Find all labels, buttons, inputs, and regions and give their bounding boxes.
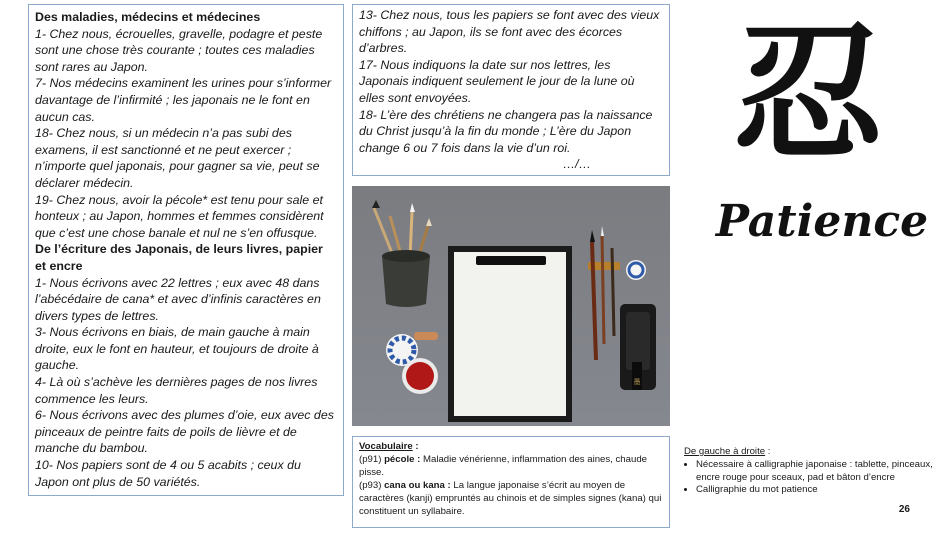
small-ink-jar-icon (626, 260, 646, 280)
patience-word-text: Patience (715, 196, 929, 247)
middle-text-box (352, 4, 670, 176)
writing-paragraph-13: 13- Chez nous, tous les papiers se font avec des vieux chiffons ; au Japon, ils se font avec des écorces d’arbres. (359, 8, 660, 56)
page-number: 26 (898, 504, 910, 515)
writing-paragraph-18: 18- L’ère des chrétiens ne changera pas la naissance du Christ jusqu’à la fin du monde ; L’ère du Japon change 6 ou 7 fois dans la vie d’un roi. (359, 107, 653, 155)
kanji-glyph: 忍 (732, 6, 884, 182)
paperweight-icon (476, 256, 546, 265)
writing-paragraph-1: 1- Nous écrivons avec 22 lettres ; eux avec 48 dans l’abécédaire de cana* et avec d’infinis caractères en divers types de lettres. (35, 275, 321, 323)
paragraph-1: 1- Chez nous, écrouelles, gravelle, podagre et peste sont une chose très courante ; toutes ces maladies sont rares au Japon. (35, 26, 323, 74)
paragraph-7: 7- Nos médecins examinent les urines pour s’informer davantage de l’infirmité ; les japonais ne le font en aucun cas. (35, 76, 332, 124)
calligraphy-set-photo (352, 186, 670, 426)
vocabulary-box: Vocabulaire : (p91) pécole : Maladie vénérienne, inflammation des aines, chaude pisse. (p93) cana ou kana : La langue japonaise s’écrit au moyen de caractères (kanji) empruntés au chinois et de simples signes (kana) qui constituent un syllabaire. (352, 436, 670, 528)
inkstone-icon (620, 304, 656, 390)
continued-marker: …/… (562, 157, 591, 172)
caption-title: De gauche à droite (684, 446, 766, 457)
caption-item: • Nécessaire à calligraphie japonaise : tablette, pinceaux, encre rouge pour sceaux, pad et bâton d’encre (696, 459, 934, 485)
vocabulary-title: Vocabulaire (359, 441, 413, 452)
vocab-entry-kana: (p93) cana ou kana : La langue japonaise s’écrit au moyen de caractères (kanji) empruntés au chinois et de simples signes (kana) qui constituent un syllabaire. (359, 480, 662, 517)
caption-item: • Calligraphie du mot patience (696, 484, 934, 497)
svg-text:墨: 墨 (633, 378, 641, 386)
vocab-entry-pecole: (p91) pécole : Maladie vénérienne, inflammation des aines, chaude pisse. (359, 454, 647, 478)
red-ink-jar-icon (402, 358, 438, 394)
kanji-calligraphy (732, 6, 884, 182)
writing-paragraph-10: 10- Nos papiers sont de 4 ou 5 acabits ; ceux du Japon ont plus de 50 variétés. (35, 458, 301, 489)
section-heading-diseases: Des maladies, médecins et médecines (35, 10, 261, 24)
writing-paragraph-17: 17- Nous indiquons la date sur nos lettres, les Japonais indiquent seulement le jour de la lune où elles sont envoyées. (359, 57, 635, 105)
seal-stick-icon (414, 332, 438, 340)
section-heading-writing: De l’écriture des Japonais, de leurs livres, papier et encre (35, 242, 323, 273)
paragraph-19: 19- Chez nous, avoir la pécole* est tenu pour sale et honteux ; au Japon, hommes et femmes considèrent que c’est une chose banale et nul ne s’en offusque. (35, 192, 324, 240)
image-caption: De gauche à droite : • Nécessaire à calligraphie japonaise : tablette, pinceaux, encre rouge pour sceaux, pad et bâton d’encre • Calligraphie du mot patience (684, 446, 934, 497)
paragraph-18: 18- Chez nous, si un médecin n’a pas subi des examens, il est sanctionné et ne peut exercer ; n’importe quel japonais, pour gagner sa vie, peut se déclarer médecin. (35, 126, 320, 190)
writing-paragraph-4: 4- Là où s’achève les dernières pages de nos livres commence les leurs. (35, 375, 318, 406)
patience-calligraphy (715, 190, 929, 252)
calligraphy-paper (454, 252, 566, 416)
writing-paragraph-6: 6- Nous écrivons avec des plumes d’oie, eux avec des pinceaux de peintre faits de poils de lièvre et de manche du bambou. (35, 408, 334, 456)
left-text-box (28, 4, 344, 496)
writing-paragraph-3: 3- Nous écrivons en biais, de main gauche à main droite, eux le font en hauteur, et toujours de droite à gauche. (35, 325, 319, 373)
